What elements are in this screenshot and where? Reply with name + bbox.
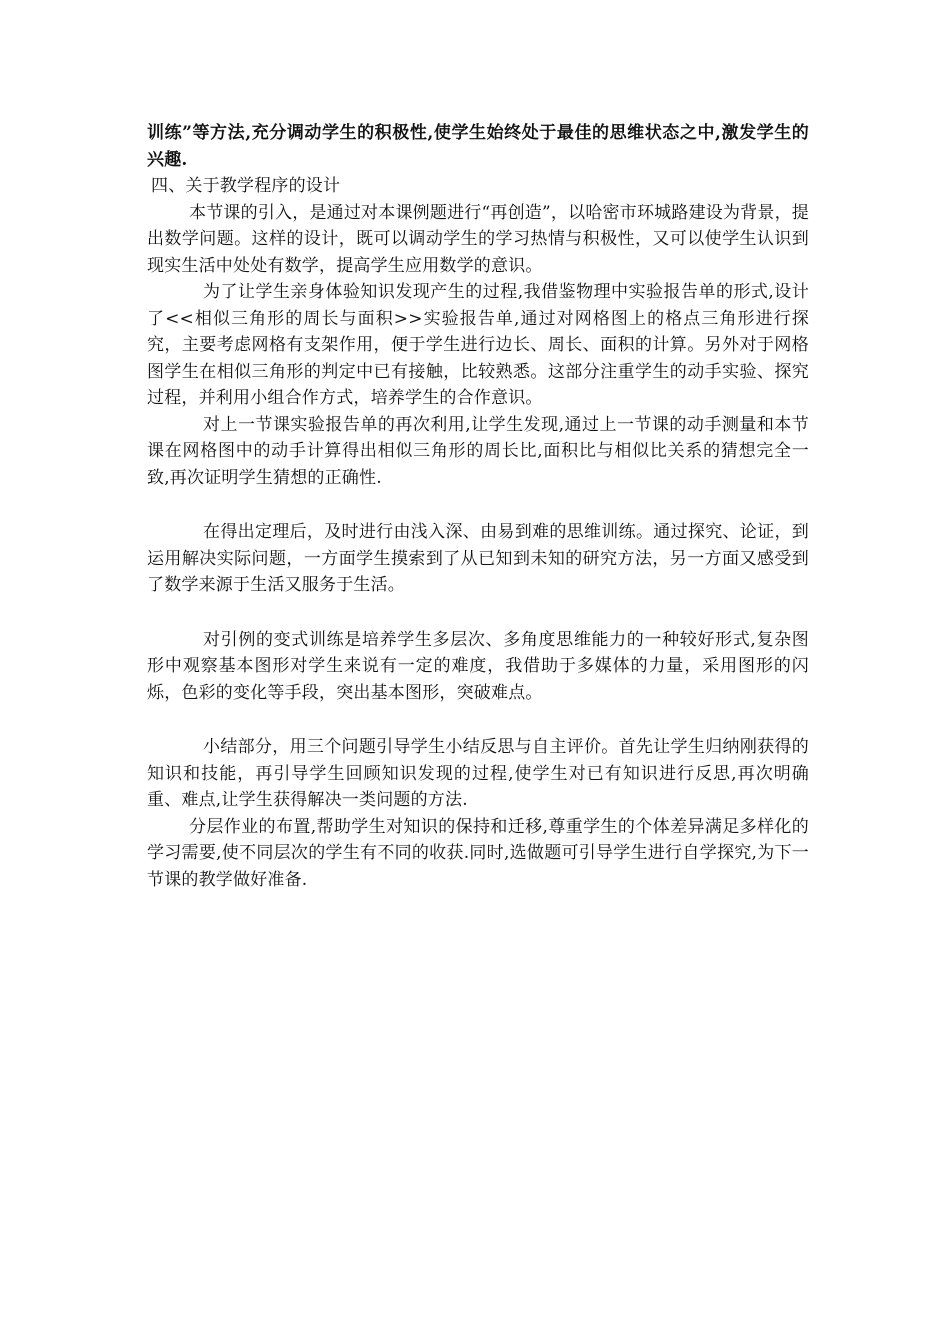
paragraph-report-reuse: 对上一节课实验报告单的再次利用,让学生发现,通过上一节课的动手测量和本节课在网格图中的动手计算得出相似三角形的周长比,面积比与相似比关系的猜想完全一致,再次证明学生猜想的正确性. bbox=[147, 414, 809, 488]
paragraph-experiment-report: 为了让学生亲身体验知识发现产生的过程,我借鉴物理中实验报告单的形式,设计了<<相似三角形的周长与面积>>实验报告单,通过对网格图上的格点三角形进行探究，主要考虑网格有支架作用，便于学生进行边长、周长、面积的计算。另外对于网格图学生在相似三角形的判定中已有接触，比较熟悉。这部分注重学生的动手实验、探究过程，并利用小组合作方式，培养学生的合作意识。 bbox=[147, 282, 809, 408]
spacer bbox=[147, 491, 809, 519]
document-body bbox=[147, 120, 809, 893]
spacer bbox=[147, 706, 809, 734]
paragraph-summary: 小结部分，用三个问题引导学生小结反思与自主评价。首先让学生归纳刚获得的知识和技能，再引导学生回顾知识发现的过程,使学生对已有知识进行反思,再次明确重、难点,让学生获得解决一类问题的方法. bbox=[147, 737, 809, 810]
spacer bbox=[147, 599, 809, 627]
paragraph-layered-homework: 分层作业的布置,帮助学生对知识的保持和迁移,尊重学生的个体差异满足多样化的学习需要,使不同层次的学生有不同的收获.同时,选做题可引导学生进行自学探究,为下一节课的教学做好准备. bbox=[147, 816, 809, 890]
section-heading: 四、关于教学程序的设计 bbox=[151, 176, 341, 196]
paragraph-lesson-introduction: 本节课的引入，是通过对本课例题进行“再创造”，以哈密市环城路建设为背景，提出数学问题。这样的设计，既可以调动学生的学习热情与积极性，又可以使学生认识到现实生活中处处有数学，提高学生应用数学的意识。 bbox=[147, 202, 809, 276]
paragraph-variant-training: 对引例的变式训练是培养学生多层次、多角度思维能力的一种较好形式,复杂图形中观察基本图形对学生来说有一定的难度，我借助于多媒体的力量，采用图形的闪烁，色彩的变化等手段，突出基本图形，突破难点。 bbox=[147, 629, 809, 703]
paragraph-thinking-training: 在得出定理后，及时进行由浅入深、由易到难的思维训练。通过探究、论证，到运用解决实际问题，一方面学生摸索到了从已知到未知的研究方法，另一方面又感受到了数学来源于生活又服务于生活。 bbox=[147, 522, 809, 595]
paragraph-intro-continuation: 训练”等方法,充分调动学生的积极性,使学生始终处于最佳的思维状态之中,激发学生的兴趣. bbox=[147, 123, 809, 170]
